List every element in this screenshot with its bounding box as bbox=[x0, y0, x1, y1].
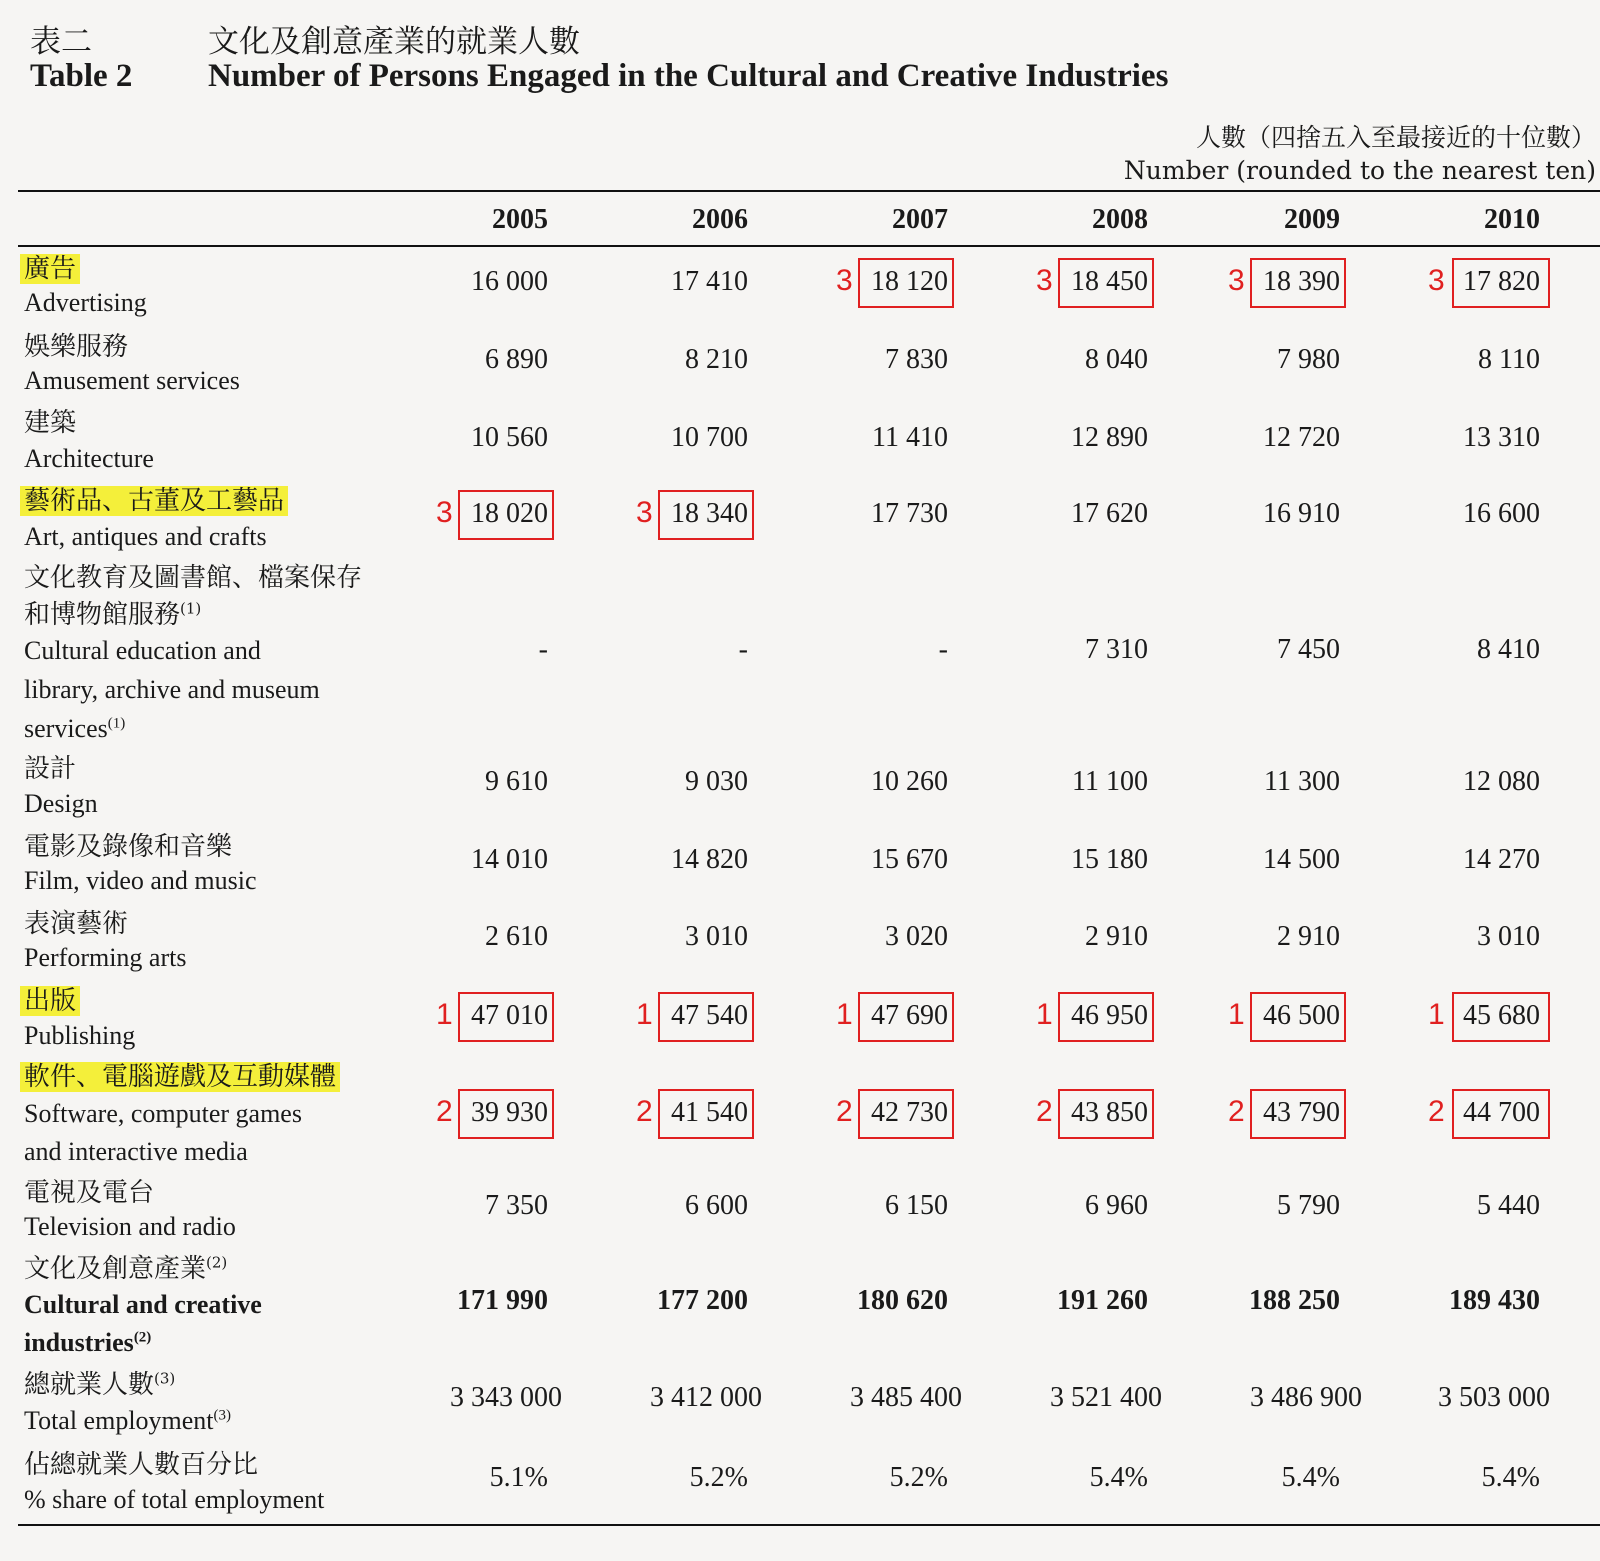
annotation-box bbox=[1058, 258, 1154, 308]
year-header: 2006 bbox=[692, 204, 748, 235]
table-cell: 2 910 bbox=[1277, 921, 1340, 952]
row-label-en: Design bbox=[24, 789, 98, 818]
table-cell: 47 690 bbox=[871, 1000, 948, 1031]
annotation-rank: 2 bbox=[1036, 1095, 1053, 1128]
row-label-en: Advertising bbox=[24, 288, 147, 317]
table-cell: 14 010 bbox=[471, 844, 548, 875]
bottom-rule bbox=[18, 1524, 1600, 1526]
table-cell: 39 930 bbox=[471, 1097, 548, 1128]
table-cell: 6 150 bbox=[885, 1190, 948, 1221]
table-cell: 3 503 000 bbox=[1438, 1382, 1550, 1413]
table-cell: 6 960 bbox=[1085, 1190, 1148, 1221]
units-note-en: Number (rounded to the nearest ten) bbox=[1123, 156, 1596, 185]
table-cell: 9 610 bbox=[485, 766, 548, 797]
row-label-en: library, archive and museum bbox=[24, 675, 320, 704]
header-rule bbox=[18, 245, 1600, 247]
table-cell: 3 020 bbox=[885, 921, 948, 952]
row-label-en: Television and radio bbox=[24, 1212, 236, 1241]
table-cell: 18 390 bbox=[1263, 266, 1340, 297]
annotation-box bbox=[458, 992, 554, 1042]
annotation-rank: 3 bbox=[836, 264, 853, 297]
annotation-box bbox=[1250, 992, 1346, 1042]
row-label-en: Performing arts bbox=[24, 943, 187, 972]
annotation-box bbox=[658, 992, 754, 1042]
table-cell: 2 910 bbox=[1085, 921, 1148, 952]
annotation-rank: 1 bbox=[636, 998, 653, 1031]
annotation-rank: 3 bbox=[636, 496, 653, 529]
table-cell: 17 820 bbox=[1463, 266, 1540, 297]
table-cell: 17 410 bbox=[671, 266, 748, 297]
table-cell: 189 430 bbox=[1449, 1285, 1540, 1316]
year-header: 2010 bbox=[1484, 204, 1540, 235]
table-cell: 7 980 bbox=[1277, 344, 1340, 375]
row-label-zh: 藝術品、古董及工藝品 bbox=[20, 486, 288, 516]
row-label-zh: 和博物館服務 bbox=[24, 600, 181, 630]
row-label-en: % share of total employment bbox=[24, 1485, 325, 1514]
footnote-ref: (2) bbox=[133, 1329, 152, 1346]
table-cell: 5 790 bbox=[1277, 1190, 1340, 1221]
row-label-zh: 廣告 bbox=[20, 254, 80, 284]
table-cell: 14 500 bbox=[1263, 844, 1340, 875]
row-label-zh: 文化及創意產業 bbox=[24, 1254, 207, 1284]
top-rule bbox=[18, 190, 1600, 192]
annotation-box bbox=[458, 490, 554, 540]
annotation-box bbox=[1250, 1089, 1346, 1139]
table-cell: 43 850 bbox=[1071, 1097, 1148, 1128]
table-cell: 2 610 bbox=[485, 921, 548, 952]
footnote-ref: (3) bbox=[213, 1407, 232, 1424]
annotation-box bbox=[1452, 992, 1550, 1042]
table-cell: 10 700 bbox=[671, 422, 748, 453]
annotation-box bbox=[658, 490, 754, 540]
footnote-ref: (3) bbox=[154, 1369, 176, 1388]
table-cell: 14 820 bbox=[671, 844, 748, 875]
table-cell: 11 100 bbox=[1072, 766, 1148, 797]
annotation-box bbox=[1250, 258, 1346, 308]
table-cell: 16 600 bbox=[1463, 498, 1540, 529]
table-cell: 10 560 bbox=[471, 422, 548, 453]
table-cell: 5.4% bbox=[1089, 1462, 1148, 1493]
table-cell: 47 010 bbox=[471, 1000, 548, 1031]
row-label-en: Amusement services bbox=[24, 366, 240, 395]
table-cell: 13 310 bbox=[1463, 422, 1540, 453]
table-label-zh: 表二 bbox=[30, 24, 92, 60]
table-label-en: Table 2 bbox=[30, 58, 133, 94]
table-cell: 5.4% bbox=[1481, 1462, 1540, 1493]
row-label-zh: 電視及電台 bbox=[24, 1178, 155, 1208]
row-label-zh: 設計 bbox=[24, 754, 77, 784]
table-cell: 5.2% bbox=[689, 1462, 748, 1493]
annotation-rank: 3 bbox=[1228, 264, 1245, 297]
row-label-zh: 佔總就業人數百分比 bbox=[24, 1450, 259, 1480]
table-cell: 12 080 bbox=[1463, 766, 1540, 797]
annotation-rank: 3 bbox=[436, 496, 453, 529]
row-label-en: services bbox=[24, 714, 108, 743]
annotation-box bbox=[1452, 258, 1550, 308]
table-cell: 5.1% bbox=[489, 1462, 548, 1493]
row-label-en: Software, computer games bbox=[24, 1099, 302, 1128]
table-cell: 7 450 bbox=[1277, 634, 1340, 665]
annotation-box bbox=[658, 1089, 754, 1139]
row-label-en: Cultural education and bbox=[24, 636, 261, 665]
annotation-rank: 1 bbox=[1228, 998, 1245, 1031]
annotation-rank: 1 bbox=[436, 998, 453, 1031]
units-note-zh: 人數（四捨五入至最接近的十位數） bbox=[1195, 123, 1596, 152]
footnote-ref: (1) bbox=[180, 599, 202, 618]
table-cell: 11 410 bbox=[872, 422, 948, 453]
row-label-en: Publishing bbox=[24, 1021, 136, 1050]
table-cell: 43 790 bbox=[1263, 1097, 1340, 1128]
row-label-en: Total employment bbox=[24, 1406, 214, 1435]
table-cell: 3 485 400 bbox=[850, 1382, 962, 1413]
year-header: 2005 bbox=[492, 204, 548, 235]
table-cell: 17 620 bbox=[1071, 498, 1148, 529]
year-header: 2009 bbox=[1284, 204, 1340, 235]
table-cell: 11 300 bbox=[1264, 766, 1340, 797]
table-cell: 16 910 bbox=[1263, 498, 1340, 529]
table-cell: 9 030 bbox=[685, 766, 748, 797]
table-cell: 5.2% bbox=[889, 1462, 948, 1493]
table-cell: 46 950 bbox=[1071, 1000, 1148, 1031]
table-cell: 12 890 bbox=[1071, 422, 1148, 453]
footnote-ref: (1) bbox=[107, 715, 126, 732]
table-cell: 188 250 bbox=[1249, 1285, 1340, 1316]
row-label-en: and interactive media bbox=[24, 1137, 248, 1166]
row-label-zh: 表演藝術 bbox=[24, 909, 129, 939]
table-cell: 17 730 bbox=[871, 498, 948, 529]
table-cell: 3 521 400 bbox=[1050, 1382, 1162, 1413]
table-cell: 46 500 bbox=[1263, 1000, 1340, 1031]
table-cell: 3 010 bbox=[1477, 921, 1540, 952]
annotation-box bbox=[858, 992, 954, 1042]
annotation-rank: 2 bbox=[436, 1095, 453, 1128]
table-cell: 7 830 bbox=[885, 344, 948, 375]
table-cell: 15 180 bbox=[1071, 844, 1148, 875]
table-cell: - bbox=[538, 634, 548, 665]
row-label-zh: 電影及錄像和音樂 bbox=[24, 832, 233, 862]
annotation-rank: 3 bbox=[1036, 264, 1053, 297]
annotation-box bbox=[1452, 1089, 1550, 1139]
table-cell: 14 270 bbox=[1463, 844, 1540, 875]
row-label-en: Cultural and creative bbox=[24, 1290, 262, 1319]
table-cell: 191 260 bbox=[1057, 1285, 1148, 1316]
table-cell: 45 680 bbox=[1463, 1000, 1540, 1031]
table-cell: 41 540 bbox=[671, 1097, 748, 1128]
annotation-rank: 1 bbox=[1036, 998, 1053, 1031]
year-header: 2007 bbox=[892, 204, 948, 235]
table-cell: 3 343 000 bbox=[450, 1382, 562, 1413]
annotation-rank: 1 bbox=[836, 998, 853, 1031]
row-label-en: Art, antiques and crafts bbox=[24, 522, 267, 551]
table-cell: 3 486 900 bbox=[1250, 1382, 1362, 1413]
row-label-en: Architecture bbox=[24, 444, 154, 473]
row-label-zh: 軟件、電腦遊戲及互動媒體 bbox=[20, 1062, 340, 1092]
table-cell: 6 890 bbox=[485, 344, 548, 375]
annotation-rank: 2 bbox=[1428, 1095, 1445, 1128]
table-cell: 3 412 000 bbox=[650, 1382, 762, 1413]
annotation-box bbox=[458, 1089, 554, 1139]
table-cell: 5 440 bbox=[1477, 1190, 1540, 1221]
table-cell: 8 110 bbox=[1478, 344, 1540, 375]
table-cell: 8 210 bbox=[685, 344, 748, 375]
annotation-box bbox=[1058, 992, 1154, 1042]
table-cell: 7 350 bbox=[485, 1190, 548, 1221]
row-label-zh: 出版 bbox=[20, 986, 80, 1016]
table-cell: - bbox=[938, 634, 948, 665]
table-cell: 18 340 bbox=[671, 498, 748, 529]
annotation-rank: 1 bbox=[1428, 998, 1445, 1031]
table-cell: 44 700 bbox=[1463, 1097, 1540, 1128]
table-cell: 18 120 bbox=[871, 266, 948, 297]
annotation-rank: 2 bbox=[1228, 1095, 1245, 1128]
table-cell: 47 540 bbox=[671, 1000, 748, 1031]
table-cell: 15 670 bbox=[871, 844, 948, 875]
table-cell: 177 200 bbox=[657, 1285, 748, 1316]
table-cell: 171 990 bbox=[457, 1285, 548, 1316]
row-label-zh: 文化教育及圖書館、檔案保存 bbox=[24, 563, 363, 593]
annotation-box bbox=[1058, 1089, 1154, 1139]
table-cell: - bbox=[738, 634, 748, 665]
table-cell: 10 260 bbox=[871, 766, 948, 797]
table-cell: 7 310 bbox=[1085, 634, 1148, 665]
footnote-ref: (2) bbox=[206, 1253, 228, 1272]
annotation-rank: 3 bbox=[1428, 264, 1445, 297]
table-cell: 5.4% bbox=[1281, 1462, 1340, 1493]
table-cell: 3 010 bbox=[685, 921, 748, 952]
table-cell: 180 620 bbox=[857, 1285, 948, 1316]
table-cell: 42 730 bbox=[871, 1097, 948, 1128]
table-cell: 12 720 bbox=[1263, 422, 1340, 453]
table-cell: 18 450 bbox=[1071, 266, 1148, 297]
annotation-rank: 2 bbox=[836, 1095, 853, 1128]
table-title-en: Number of Persons Engaged in the Cultural and Creative Industries bbox=[208, 58, 1169, 94]
annotation-box bbox=[858, 258, 954, 308]
annotation-box bbox=[858, 1089, 954, 1139]
year-header: 2008 bbox=[1092, 204, 1148, 235]
table-title-zh: 文化及創意產業的就業人數 bbox=[208, 24, 580, 60]
row-label-zh: 娛樂服務 bbox=[24, 332, 129, 362]
row-label-en: Film, video and music bbox=[24, 866, 257, 895]
row-label-zh: 總就業人數 bbox=[24, 1370, 155, 1400]
table-cell: 18 020 bbox=[471, 498, 548, 529]
table-cell: 6 600 bbox=[685, 1190, 748, 1221]
table-cell: 8 410 bbox=[1477, 634, 1540, 665]
table-cell: 8 040 bbox=[1085, 344, 1148, 375]
row-label-zh: 建築 bbox=[24, 408, 77, 438]
annotation-rank: 2 bbox=[636, 1095, 653, 1128]
table-cell: 16 000 bbox=[471, 266, 548, 297]
row-label-en: industries bbox=[24, 1328, 134, 1357]
